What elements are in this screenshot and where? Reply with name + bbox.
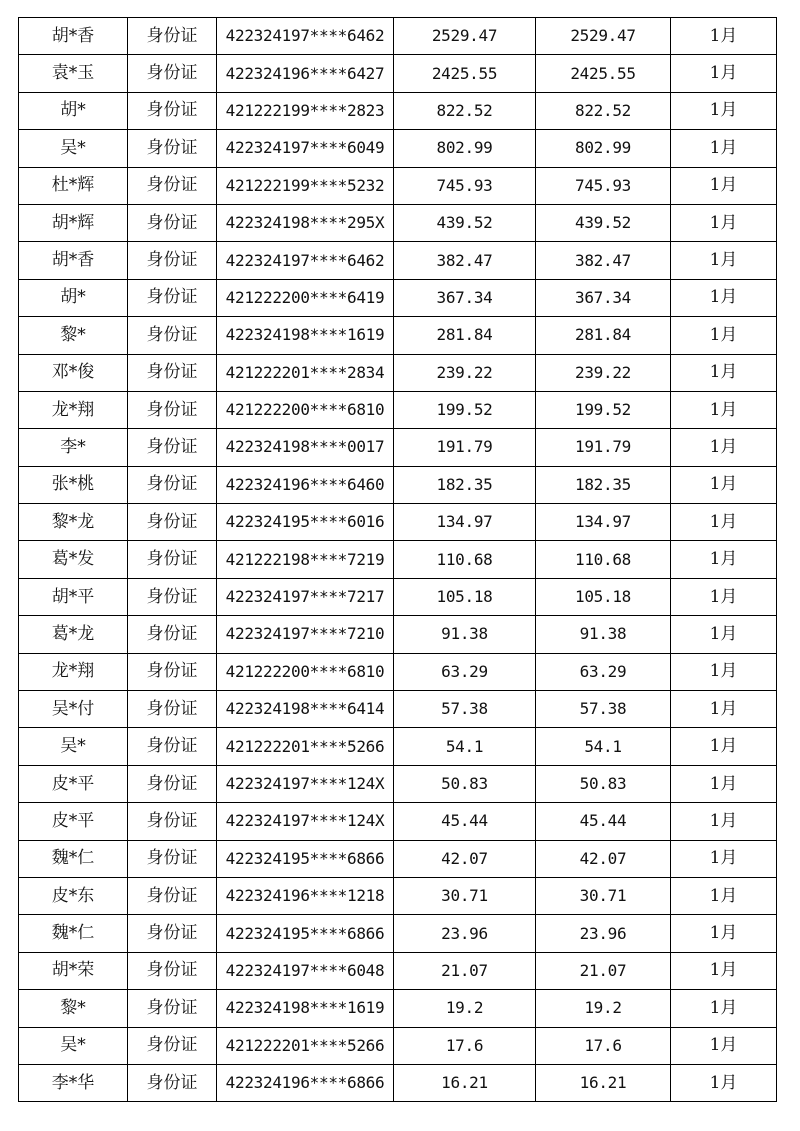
amount-cell: 191.79 xyxy=(394,429,536,466)
id-number-cell: 422324197****6049 xyxy=(217,130,394,167)
person-name-cell: 葛*发 xyxy=(19,541,128,578)
month-cell: 1月 xyxy=(671,541,777,578)
month-cell: 1月 xyxy=(671,204,777,241)
month-cell: 1月 xyxy=(671,242,777,279)
amount-cell: 802.99 xyxy=(394,130,536,167)
id-type-cell: 身份证 xyxy=(128,55,217,92)
id-type-cell: 身份证 xyxy=(128,728,217,765)
amount-paid-cell: 45.44 xyxy=(536,803,671,840)
amount-cell: 91.38 xyxy=(394,616,536,653)
id-type-cell: 身份证 xyxy=(128,92,217,129)
id-type-cell: 身份证 xyxy=(128,18,217,55)
amount-paid-cell: 57.38 xyxy=(536,691,671,728)
table-row xyxy=(19,840,777,877)
amount-paid-cell: 367.34 xyxy=(536,279,671,316)
person-name-cell: 袁*玉 xyxy=(19,55,128,92)
table-row xyxy=(19,728,777,765)
month-cell: 1月 xyxy=(671,765,777,802)
table-row xyxy=(19,691,777,728)
month-cell: 1月 xyxy=(671,1027,777,1064)
person-name-cell: 黎* xyxy=(19,317,128,354)
id-type-cell: 身份证 xyxy=(128,765,217,802)
id-number-cell: 421222200****6419 xyxy=(217,279,394,316)
id-number-cell: 422324197****7217 xyxy=(217,578,394,615)
amount-cell: 63.29 xyxy=(394,653,536,690)
person-name-cell: 胡*辉 xyxy=(19,204,128,241)
records-table xyxy=(18,17,777,1102)
month-cell: 1月 xyxy=(671,840,777,877)
table-row xyxy=(19,279,777,316)
amount-paid-cell: 745.93 xyxy=(536,167,671,204)
amount-paid-cell: 199.52 xyxy=(536,391,671,428)
id-number-cell: 421222201****5266 xyxy=(217,728,394,765)
amount-paid-cell: 110.68 xyxy=(536,541,671,578)
amount-cell: 19.2 xyxy=(394,990,536,1027)
person-name-cell: 杜*辉 xyxy=(19,167,128,204)
id-type-cell: 身份证 xyxy=(128,204,217,241)
table-row xyxy=(19,803,777,840)
table-row xyxy=(19,504,777,541)
amount-paid-cell: 382.47 xyxy=(536,242,671,279)
id-number-cell: 422324198****0017 xyxy=(217,429,394,466)
person-name-cell: 龙*翔 xyxy=(19,653,128,690)
amount-paid-cell: 17.6 xyxy=(536,1027,671,1064)
id-type-cell: 身份证 xyxy=(128,952,217,989)
amount-cell: 42.07 xyxy=(394,840,536,877)
id-type-cell: 身份证 xyxy=(128,504,217,541)
id-type-cell: 身份证 xyxy=(128,616,217,653)
id-number-cell: 422324198****1619 xyxy=(217,317,394,354)
amount-cell: 105.18 xyxy=(394,578,536,615)
amount-paid-cell: 16.21 xyxy=(536,1064,671,1101)
table-row xyxy=(19,92,777,129)
month-cell: 1月 xyxy=(671,504,777,541)
month-cell: 1月 xyxy=(671,317,777,354)
amount-paid-cell: 239.22 xyxy=(536,354,671,391)
amount-cell: 439.52 xyxy=(394,204,536,241)
id-type-cell: 身份证 xyxy=(128,1027,217,1064)
amount-cell: 239.22 xyxy=(394,354,536,391)
id-type-cell: 身份证 xyxy=(128,317,217,354)
amount-paid-cell: 105.18 xyxy=(536,578,671,615)
person-name-cell: 张*桃 xyxy=(19,466,128,503)
table-row xyxy=(19,877,777,914)
id-type-cell: 身份证 xyxy=(128,1064,217,1101)
amount-cell: 50.83 xyxy=(394,765,536,802)
id-number-cell: 421222199****2823 xyxy=(217,92,394,129)
amount-cell: 822.52 xyxy=(394,92,536,129)
id-number-cell: 422324195****6866 xyxy=(217,915,394,952)
person-name-cell: 邓*俊 xyxy=(19,354,128,391)
person-name-cell: 胡*平 xyxy=(19,578,128,615)
id-type-cell: 身份证 xyxy=(128,578,217,615)
month-cell: 1月 xyxy=(671,391,777,428)
person-name-cell: 胡*荣 xyxy=(19,952,128,989)
amount-paid-cell: 23.96 xyxy=(536,915,671,952)
amount-paid-cell: 50.83 xyxy=(536,765,671,802)
id-type-cell: 身份证 xyxy=(128,803,217,840)
table-row xyxy=(19,466,777,503)
amount-cell: 16.21 xyxy=(394,1064,536,1101)
id-number-cell: 422324197****124X xyxy=(217,765,394,802)
table-row xyxy=(19,765,777,802)
id-type-cell: 身份证 xyxy=(128,391,217,428)
id-type-cell: 身份证 xyxy=(128,429,217,466)
month-cell: 1月 xyxy=(671,915,777,952)
id-type-cell: 身份证 xyxy=(128,990,217,1027)
amount-paid-cell: 2529.47 xyxy=(536,18,671,55)
person-name-cell: 皮*平 xyxy=(19,765,128,802)
amount-cell: 382.47 xyxy=(394,242,536,279)
table-row xyxy=(19,578,777,615)
amount-cell: 54.1 xyxy=(394,728,536,765)
month-cell: 1月 xyxy=(671,578,777,615)
amount-cell: 23.96 xyxy=(394,915,536,952)
document-page xyxy=(18,17,776,1102)
amount-paid-cell: 42.07 xyxy=(536,840,671,877)
id-number-cell: 422324196****6866 xyxy=(217,1064,394,1101)
table-row xyxy=(19,541,777,578)
person-name-cell: 胡*香 xyxy=(19,242,128,279)
person-name-cell: 吴* xyxy=(19,728,128,765)
amount-cell: 45.44 xyxy=(394,803,536,840)
month-cell: 1月 xyxy=(671,990,777,1027)
id-type-cell: 身份证 xyxy=(128,840,217,877)
id-number-cell: 422324196****6460 xyxy=(217,466,394,503)
id-number-cell: 422324197****7210 xyxy=(217,616,394,653)
table-row xyxy=(19,354,777,391)
id-number-cell: 422324197****6048 xyxy=(217,952,394,989)
amount-paid-cell: 802.99 xyxy=(536,130,671,167)
month-cell: 1月 xyxy=(671,877,777,914)
month-cell: 1月 xyxy=(671,616,777,653)
person-name-cell: 龙*翔 xyxy=(19,391,128,428)
month-cell: 1月 xyxy=(671,691,777,728)
table-row xyxy=(19,167,777,204)
id-number-cell: 421222200****6810 xyxy=(217,391,394,428)
person-name-cell: 魏*仁 xyxy=(19,840,128,877)
id-number-cell: 421222201****2834 xyxy=(217,354,394,391)
amount-cell: 182.35 xyxy=(394,466,536,503)
id-number-cell: 422324197****124X xyxy=(217,803,394,840)
table-row xyxy=(19,1027,777,1064)
amount-paid-cell: 182.35 xyxy=(536,466,671,503)
id-number-cell: 421222201****5266 xyxy=(217,1027,394,1064)
table-row xyxy=(19,915,777,952)
month-cell: 1月 xyxy=(671,354,777,391)
amount-cell: 2529.47 xyxy=(394,18,536,55)
month-cell: 1月 xyxy=(671,803,777,840)
amount-paid-cell: 21.07 xyxy=(536,952,671,989)
person-name-cell: 胡* xyxy=(19,279,128,316)
id-number-cell: 422324195****6016 xyxy=(217,504,394,541)
month-cell: 1月 xyxy=(671,18,777,55)
id-type-cell: 身份证 xyxy=(128,466,217,503)
id-type-cell: 身份证 xyxy=(128,279,217,316)
amount-paid-cell: 134.97 xyxy=(536,504,671,541)
person-name-cell: 吴*付 xyxy=(19,691,128,728)
amount-cell: 110.68 xyxy=(394,541,536,578)
id-type-cell: 身份证 xyxy=(128,130,217,167)
person-name-cell: 胡*香 xyxy=(19,18,128,55)
amount-cell: 30.71 xyxy=(394,877,536,914)
person-name-cell: 葛*龙 xyxy=(19,616,128,653)
table-row xyxy=(19,616,777,653)
person-name-cell: 皮*东 xyxy=(19,877,128,914)
amount-cell: 57.38 xyxy=(394,691,536,728)
month-cell: 1月 xyxy=(671,92,777,129)
month-cell: 1月 xyxy=(671,130,777,167)
month-cell: 1月 xyxy=(671,279,777,316)
month-cell: 1月 xyxy=(671,1064,777,1101)
amount-cell: 2425.55 xyxy=(394,55,536,92)
id-type-cell: 身份证 xyxy=(128,877,217,914)
records-table-body xyxy=(19,18,777,1102)
table-row xyxy=(19,130,777,167)
amount-cell: 17.6 xyxy=(394,1027,536,1064)
amount-paid-cell: 63.29 xyxy=(536,653,671,690)
person-name-cell: 李*华 xyxy=(19,1064,128,1101)
amount-cell: 134.97 xyxy=(394,504,536,541)
id-number-cell: 422324197****6462 xyxy=(217,242,394,279)
table-row xyxy=(19,990,777,1027)
person-name-cell: 胡* xyxy=(19,92,128,129)
person-name-cell: 皮*平 xyxy=(19,803,128,840)
table-row xyxy=(19,391,777,428)
amount-paid-cell: 439.52 xyxy=(536,204,671,241)
id-number-cell: 421222200****6810 xyxy=(217,653,394,690)
amount-paid-cell: 19.2 xyxy=(536,990,671,1027)
id-number-cell: 422324197****6462 xyxy=(217,18,394,55)
id-type-cell: 身份证 xyxy=(128,915,217,952)
month-cell: 1月 xyxy=(671,55,777,92)
month-cell: 1月 xyxy=(671,466,777,503)
id-number-cell: 422324196****6427 xyxy=(217,55,394,92)
month-cell: 1月 xyxy=(671,429,777,466)
id-number-cell: 422324198****295X xyxy=(217,204,394,241)
amount-paid-cell: 822.52 xyxy=(536,92,671,129)
person-name-cell: 李* xyxy=(19,429,128,466)
id-number-cell: 421222198****7219 xyxy=(217,541,394,578)
month-cell: 1月 xyxy=(671,952,777,989)
id-type-cell: 身份证 xyxy=(128,653,217,690)
amount-paid-cell: 191.79 xyxy=(536,429,671,466)
person-name-cell: 吴* xyxy=(19,130,128,167)
id-number-cell: 421222199****5232 xyxy=(217,167,394,204)
amount-paid-cell: 91.38 xyxy=(536,616,671,653)
table-row xyxy=(19,242,777,279)
id-number-cell: 422324198****1619 xyxy=(217,990,394,1027)
table-row xyxy=(19,952,777,989)
id-type-cell: 身份证 xyxy=(128,167,217,204)
id-type-cell: 身份证 xyxy=(128,354,217,391)
id-number-cell: 422324196****1218 xyxy=(217,877,394,914)
id-type-cell: 身份证 xyxy=(128,541,217,578)
id-number-cell: 422324198****6414 xyxy=(217,691,394,728)
table-row xyxy=(19,317,777,354)
month-cell: 1月 xyxy=(671,653,777,690)
id-type-cell: 身份证 xyxy=(128,242,217,279)
table-row xyxy=(19,429,777,466)
table-row xyxy=(19,653,777,690)
amount-cell: 281.84 xyxy=(394,317,536,354)
month-cell: 1月 xyxy=(671,167,777,204)
amount-paid-cell: 30.71 xyxy=(536,877,671,914)
amount-cell: 745.93 xyxy=(394,167,536,204)
amount-cell: 367.34 xyxy=(394,279,536,316)
table-row xyxy=(19,55,777,92)
amount-paid-cell: 2425.55 xyxy=(536,55,671,92)
month-cell: 1月 xyxy=(671,728,777,765)
person-name-cell: 黎*龙 xyxy=(19,504,128,541)
id-number-cell: 422324195****6866 xyxy=(217,840,394,877)
amount-cell: 199.52 xyxy=(394,391,536,428)
table-row xyxy=(19,204,777,241)
id-type-cell: 身份证 xyxy=(128,691,217,728)
amount-cell: 21.07 xyxy=(394,952,536,989)
table-row xyxy=(19,18,777,55)
table-row xyxy=(19,1064,777,1101)
person-name-cell: 魏*仁 xyxy=(19,915,128,952)
amount-paid-cell: 54.1 xyxy=(536,728,671,765)
person-name-cell: 吴* xyxy=(19,1027,128,1064)
person-name-cell: 黎* xyxy=(19,990,128,1027)
amount-paid-cell: 281.84 xyxy=(536,317,671,354)
